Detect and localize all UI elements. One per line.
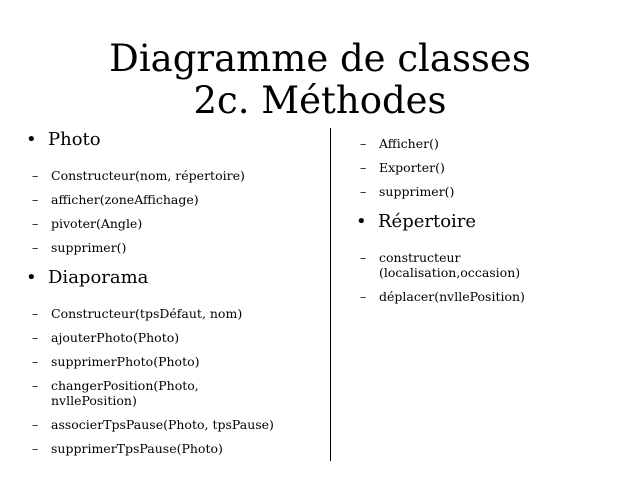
method-item: [356, 136, 626, 151]
method-label: associerTpsPause(Photo, tpsPause): [51, 417, 274, 432]
dash-icon: –: [360, 184, 367, 199]
dash-icon: –: [32, 240, 39, 255]
method-item: [28, 378, 326, 408]
method-item: [28, 417, 326, 432]
dash-icon: –: [32, 168, 39, 183]
method-item: [356, 184, 626, 199]
section-heading-repertoire: [356, 210, 626, 234]
method-label: supprimerPhoto(Photo): [51, 354, 200, 369]
method-label: constructeur (localisation,occasion): [379, 250, 521, 280]
bullet-icon: •: [26, 129, 37, 150]
left-column: [26, 128, 326, 456]
method-item: [28, 192, 326, 207]
dash-icon: –: [360, 160, 367, 175]
section-heading-label: Répertoire: [378, 211, 477, 232]
section-heading-diaporama: [26, 266, 326, 290]
method-label: supprimer(): [51, 240, 127, 255]
method-label: déplacer(nvllePosition): [379, 289, 525, 304]
column-divider: [330, 128, 331, 461]
dash-icon: –: [360, 250, 367, 265]
dash-icon: –: [360, 289, 367, 304]
bullet-icon: •: [356, 211, 367, 232]
section-heading-label: Diaporama: [48, 267, 149, 288]
method-label: ajouterPhoto(Photo): [51, 330, 180, 345]
dash-icon: –: [32, 330, 39, 345]
method-item: [28, 240, 326, 255]
method-item: [28, 168, 326, 183]
dash-icon: –: [32, 216, 39, 231]
method-label: pivoter(Angle): [51, 216, 143, 231]
method-item: [28, 306, 326, 321]
section-heading-label: Photo: [48, 129, 101, 150]
dash-icon: –: [360, 136, 367, 151]
method-label: changerPosition(Photo, nvllePosition): [51, 378, 199, 408]
section-heading-photo: [26, 128, 326, 152]
method-label: Constructeur(tpsDéfaut, nom): [51, 306, 243, 321]
slide-title: [0, 38, 640, 122]
method-label: afficher(zoneAffichage): [51, 192, 199, 207]
dash-icon: –: [32, 354, 39, 369]
dash-icon: –: [32, 192, 39, 207]
method-item: [28, 354, 326, 369]
dash-icon: –: [32, 306, 39, 321]
method-label: Afficher(): [379, 136, 439, 151]
dash-icon: –: [32, 441, 39, 456]
method-item: [356, 250, 626, 280]
method-label: Constructeur(nom, répertoire): [51, 168, 245, 183]
right-column: [356, 128, 626, 304]
method-item: [356, 289, 626, 304]
slide-title-line-2: 2c. Méthodes: [193, 79, 447, 122]
bullet-icon: •: [26, 267, 37, 288]
method-item: [356, 160, 626, 175]
method-label: supprimerTpsPause(Photo): [51, 441, 223, 456]
slide-title-line-1: Diagramme de classes: [109, 37, 531, 80]
method-item: [28, 441, 326, 456]
method-label: Exporter(): [379, 160, 445, 175]
method-item: [28, 330, 326, 345]
method-item: [28, 216, 326, 231]
dash-icon: –: [32, 378, 39, 393]
method-label: supprimer(): [379, 184, 455, 199]
dash-icon: –: [32, 417, 39, 432]
